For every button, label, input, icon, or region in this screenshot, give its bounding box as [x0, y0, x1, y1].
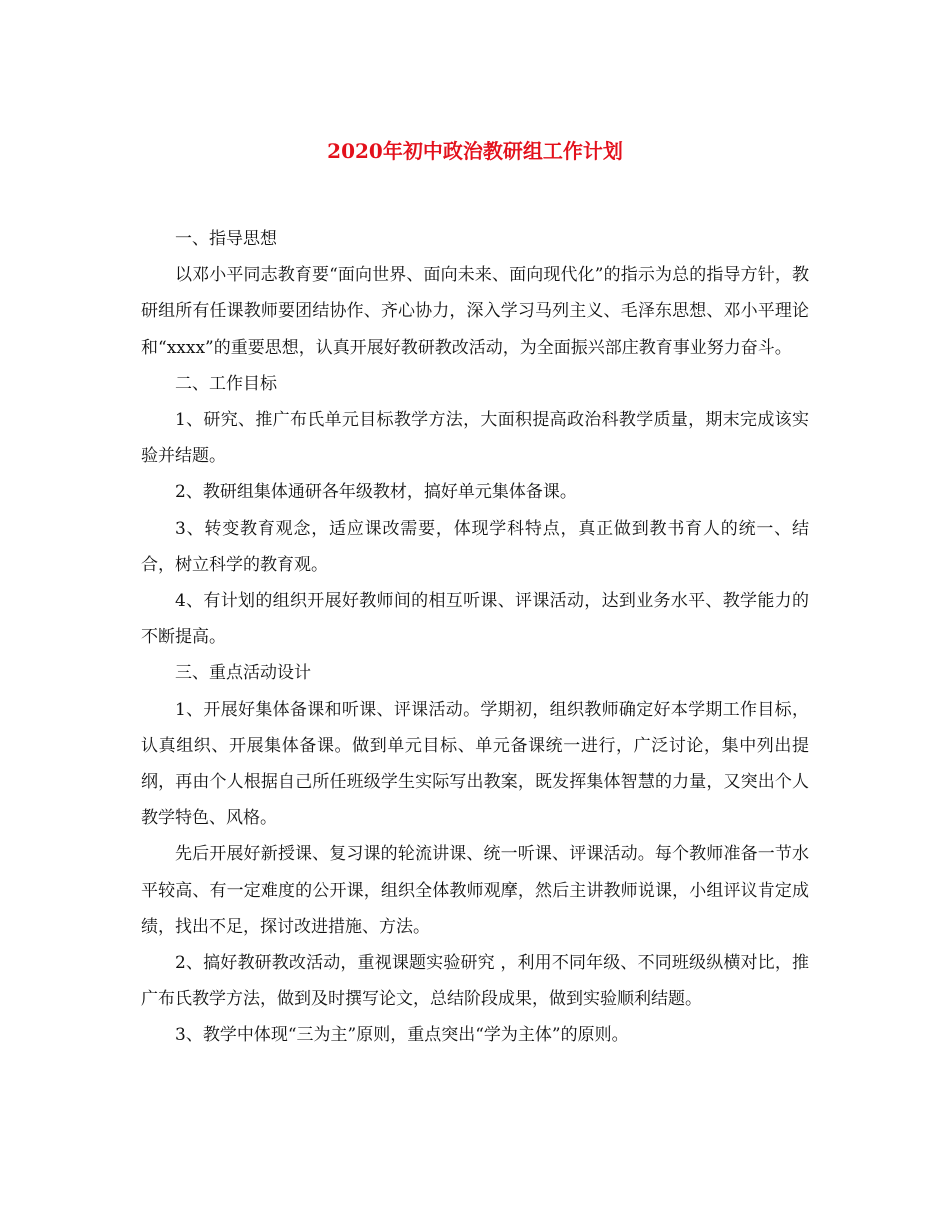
paragraph: 1、研究、推广布氏单元目标教学方法，大面积提高政治科教学质量，期末完成该实验并结题。: [141, 410, 809, 467]
section-heading-guiding-ideology: 一、指导思想: [175, 229, 277, 249]
paragraph: 3、转变教育观念，适应课改需要，体现学科特点，真正做到教书育人的统一、结合，树立科学的教育观。: [141, 518, 809, 575]
section-heading-key-activities: 三、重点活动设计: [175, 663, 311, 684]
document-body: [141, 221, 809, 1054]
paragraph: 2、搞好教研教改活动，重视课题实验研究 ，利用不同年级、不同班级纵横对比，推广布氏教学方法，做到及时撰写论文，总结阶段成果，做到实验顺利结题。: [141, 953, 809, 1010]
paragraph: 1、开展好集体备课和听课、评课活动。学期初，组织教师确定好本学期工作目标，认真组织、开展集体备课。做到单元目标、单元备课统一进行，广泛讨论，集中列出提纲，再由个人根据自己所任班级学生实际写出教案，既发挥集体智慧的力量，又突出个人教学特色、风格。: [141, 699, 809, 829]
paragraph: 以邓小平同志教育要“面向世界、面向未来、面向现代化”的指示为总的指导方针，教研组所有任课教师要团结协作、齐心协力，深入学习马列主义、毛泽东思想、邓小平理论和“xxxx”的重要思想，认真开展好教研教改活动，为全面振兴部庄教育事业努力奋斗。: [141, 265, 809, 358]
paragraph: 3、教学中体现“三为主”原则，重点突出“学为主体”的原则。: [175, 1025, 629, 1046]
paragraph: 先后开展好新授课、复习课的轮流讲课、统一听课、评课活动。每个教师准备一节水平较高、有一定难度的公开课，组织全体教师观摩，然后主讲教师说课，小组评议肯定成绩，找出不足，探讨改进措施、方法。: [141, 844, 809, 937]
document-title: 2020年初中政治教研组工作计划: [327, 139, 623, 163]
section-heading-work-goals: 二、工作目标: [175, 373, 277, 394]
paragraph: 4、有计划的组织开展好教师间的相互听课、评课活动，达到业务水平、教学能力的不断提高。: [141, 591, 809, 648]
paragraph: 2、教研组集体通研各年级教材，搞好单元集体备课。: [175, 482, 577, 503]
